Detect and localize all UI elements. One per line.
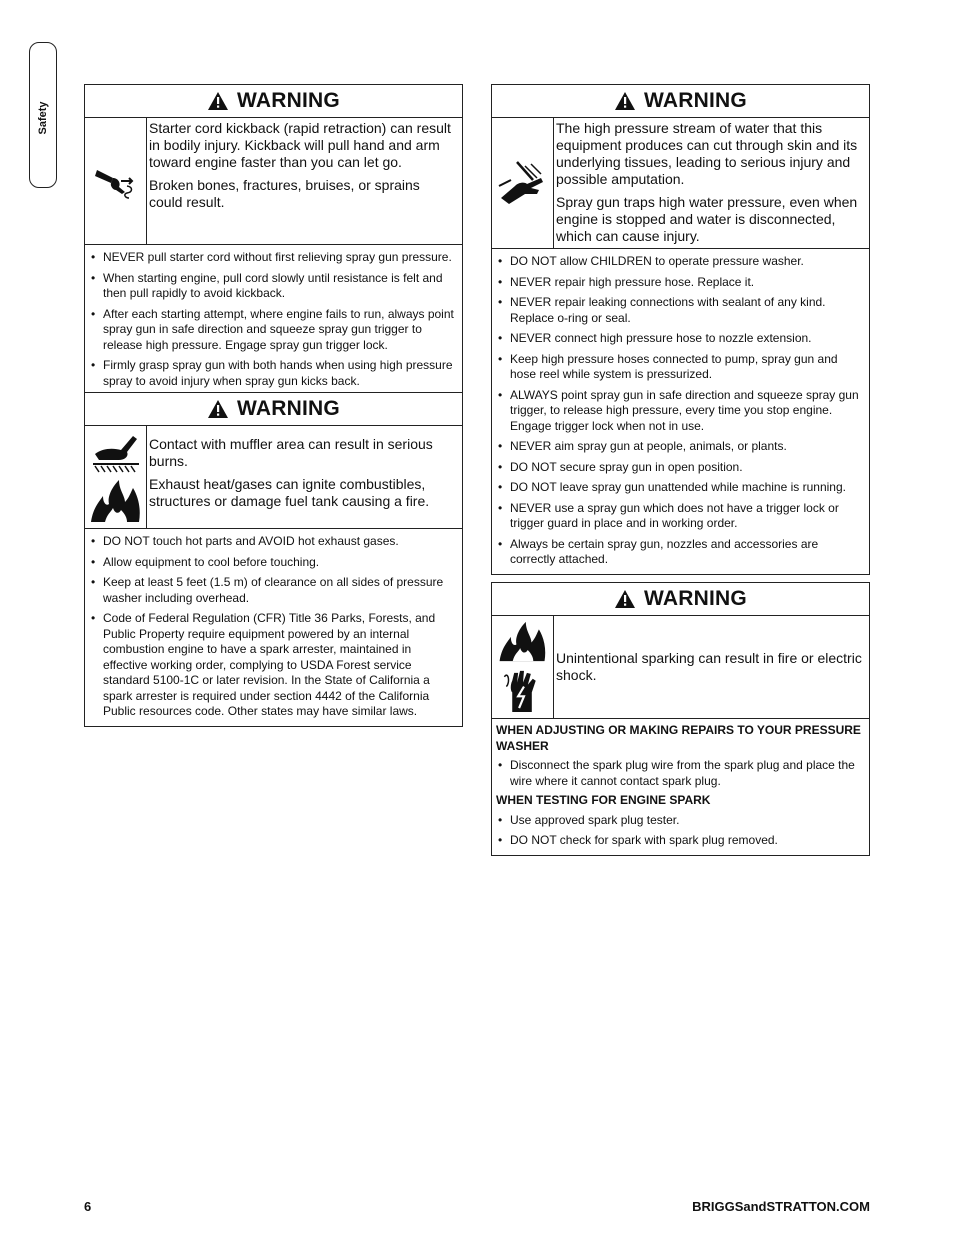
warning-header: [492, 583, 869, 616]
section-heading: WHEN TESTING FOR ENGINE SPARK: [496, 793, 711, 807]
list-item: • Use approved spark plug tester.: [496, 813, 865, 829]
hazard-row: [85, 118, 462, 245]
list-item: • NEVER pull starter cord without first relieving spray gun pressure.: [89, 250, 458, 266]
injection-hand-icon: [497, 158, 549, 208]
hazard-row: [492, 616, 869, 719]
hazard-paragraph: Starter cord kickback (rapid retraction) can result in bodily injury. Kickback will pull hand and arm toward engine faster than you can let go.: [149, 120, 451, 170]
hazard-row: [85, 426, 462, 529]
list-item: • DO NOT check for spark with spark plug removed.: [496, 833, 865, 849]
warning-box-sparking: [491, 582, 870, 856]
safety-list: [85, 245, 462, 395]
section-tab: [29, 42, 57, 188]
warning-box-kickback: [84, 84, 463, 396]
list-item: • Disconnect the spark plug wire from the spark plug and place the wire where it cannot contact spark plug.: [496, 758, 865, 789]
warning-box-muffler: [84, 392, 463, 727]
list-item: • Keep high pressure hoses connected to pump, spray gun and hose reel while system is pressurized.: [496, 352, 865, 383]
list-item: • Allow equipment to cool before touching.: [89, 555, 458, 571]
list-item: • DO NOT leave spray gun unattended while machine is running.: [496, 480, 865, 496]
list-item: • DO NOT secure spray gun in open position.: [496, 460, 865, 476]
list-item: • When starting engine, pull cord slowly until resistance is felt and then pull rapidly to avoid kickback.: [89, 271, 458, 302]
list-item: • NEVER repair leaking connections with sealant of any kind. Replace o-ring or seal.: [496, 295, 865, 326]
hazard-paragraph: Contact with muffler area can result in serious burns.: [149, 436, 433, 469]
warning-triangle-icon: [207, 91, 229, 111]
list-item: • DO NOT allow CHILDREN to operate pressure washer.: [496, 254, 865, 270]
warning-header: [85, 85, 462, 118]
hazard-icons: [492, 118, 554, 248]
warning-box-high-pressure: [491, 84, 870, 575]
section-heading: WHEN ADJUSTING OR MAKING REPAIRS TO YOUR PRESSURE WASHER: [496, 723, 861, 753]
hazard-icons: [492, 616, 554, 718]
warning-triangle-icon: [614, 589, 636, 609]
electric-shock-icon: [500, 667, 546, 714]
list-item: • Firmly grasp spray gun with both hands when using high pressure spray to avoid injury when spray gun kicks back.: [89, 358, 458, 389]
hazard-text: [554, 616, 869, 718]
section-tab-label: Safety: [37, 101, 49, 135]
list-item: • NEVER use a spray gun which does not have a trigger lock or trigger guard in place and in working order.: [496, 501, 865, 532]
hazard-row: [492, 118, 869, 249]
list-item: • Code of Federal Regulation (CFR) Title 36 Parks, Forests, and Public Property require equipment powered by an internal combustion engine to have a spark arrester, maintained in effective working order, complying to USDA Forest service standard 5100-1C or later revision. In the State of California a spark arrester is required under section 4442 of the California Public resources code. Other states may have similar laws.: [89, 611, 458, 720]
safety-list: [492, 809, 869, 855]
warning-header: [492, 85, 869, 118]
warning-title: WARNING: [237, 89, 340, 112]
fire-icon: [89, 478, 143, 524]
hazard-paragraph: Unintentional sparking can result in fire or electric shock.: [556, 650, 862, 683]
safety-list: [492, 754, 869, 789]
warning-title: WARNING: [644, 89, 747, 112]
hazard-text: [554, 118, 869, 248]
hazard-paragraph: Broken bones, fractures, bruises, or sprains could result.: [149, 177, 420, 210]
safety-list: [85, 529, 462, 726]
hazard-text: [147, 426, 462, 528]
list-item: • After each starting attempt, where engine fails to run, always point spray gun in safe direction and squeeze spray gun trigger to release high pressure. Engage spray gun trigger lock.: [89, 307, 458, 354]
hazard-paragraph: Spray gun traps high water pressure, even when engine is stopped and water is disconnected, which can cause injury.: [556, 194, 858, 244]
page-number: 6: [84, 1199, 92, 1214]
warning-title: WARNING: [644, 587, 747, 610]
list-item: • NEVER aim spray gun at people, animals, or plants.: [496, 439, 865, 455]
fire-icon: [496, 620, 550, 663]
list-item: • Keep at least 5 feet (1.5 m) of clearance on all sides of pressure washer including overhead.: [89, 575, 458, 606]
list-item: • ALWAYS point spray gun in safe direction and squeeze spray gun trigger, to release high pressure, every time you stop engine. Engage trigger lock when not in use.: [496, 388, 865, 435]
safety-list: [492, 249, 869, 574]
list-item: • DO NOT touch hot parts and AVOID hot exhaust gases.: [89, 534, 458, 550]
warning-title: WARNING: [237, 397, 340, 420]
list-item: • NEVER connect high pressure hose to nozzle extension.: [496, 331, 865, 347]
website-link[interactable]: BRIGGSandSTRATTON.COM: [692, 1199, 870, 1214]
warning-header: [85, 393, 462, 426]
hazard-paragraph: The high pressure stream of water that this equipment produces can cut through skin and its underlying tissues, leading to serious injury and possible amputation.: [556, 120, 858, 187]
hazard-icons: [85, 118, 147, 244]
warning-triangle-icon: [614, 91, 636, 111]
warning-triangle-icon: [207, 399, 229, 419]
list-item: • Always be certain spray gun, nozzles and accessories are correctly attached.: [496, 537, 865, 568]
hot-surface-icon: [89, 430, 143, 474]
hazard-paragraph: Exhaust heat/gases can ignite combustibles, structures or damage fuel tank causing a fire.: [149, 476, 430, 509]
hazard-icons: [85, 426, 147, 528]
kickback-hand-icon: [91, 156, 141, 206]
hazard-text: [147, 118, 462, 244]
list-item: • NEVER repair high pressure hose. Replace it.: [496, 275, 865, 291]
